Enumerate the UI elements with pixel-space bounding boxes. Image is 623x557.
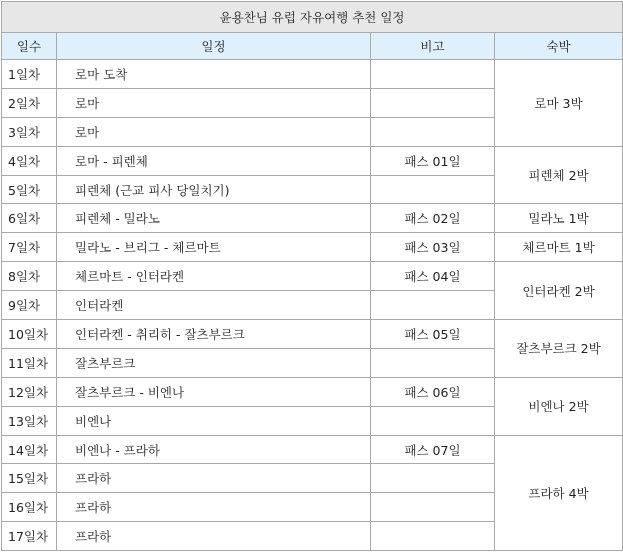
- title-row: [2, 2, 623, 33]
- note-cell: [371, 348, 495, 377]
- day-cell: 17일차: [2, 522, 57, 551]
- day-cell: 14일차: [2, 435, 57, 464]
- note-cell: 패스 01일: [371, 146, 495, 175]
- note-cell: 패스 04일: [371, 262, 495, 291]
- day-cell: 3일차: [2, 117, 57, 146]
- plan-cell: 로마 - 피렌체: [57, 146, 371, 175]
- plan-cell: 로마: [57, 88, 371, 117]
- header-note: 비고: [371, 33, 495, 60]
- table-row: [2, 377, 623, 406]
- plan-cell: 피렌체 (근교 피사 당일치기): [57, 175, 371, 204]
- note-cell: [371, 117, 495, 146]
- day-cell: 13일차: [2, 406, 57, 435]
- table-row: [2, 60, 623, 89]
- plan-cell: 프라하: [57, 493, 371, 522]
- day-cell: 9일차: [2, 291, 57, 320]
- day-cell: 4일차: [2, 146, 57, 175]
- stay-cell: 잘츠부르크 2박: [495, 320, 623, 378]
- day-cell: 1일차: [2, 60, 57, 89]
- plan-cell: 비엔나 - 프라하: [57, 435, 371, 464]
- itinerary-table: [1, 1, 623, 551]
- day-cell: 6일차: [2, 204, 57, 233]
- table-row: [2, 262, 623, 291]
- note-cell: [371, 175, 495, 204]
- note-cell: [371, 291, 495, 320]
- day-cell: 11일차: [2, 348, 57, 377]
- header-plan: 일정: [57, 33, 371, 60]
- table-title: 윤용찬님 유럽 자유여행 추천 일정: [2, 2, 623, 33]
- note-cell: 패스 07일: [371, 435, 495, 464]
- note-cell: [371, 406, 495, 435]
- stay-cell: 비엔나 2박: [495, 377, 623, 435]
- plan-cell: 인터라켄 - 취리히 - 잘츠부르크: [57, 320, 371, 349]
- table-row: [2, 320, 623, 349]
- plan-cell: 비엔나: [57, 406, 371, 435]
- day-cell: 10일차: [2, 320, 57, 349]
- plan-cell: 인터라켄: [57, 291, 371, 320]
- stay-cell: 피렌체 2박: [495, 146, 623, 204]
- day-cell: 5일차: [2, 175, 57, 204]
- stay-cell: 밀라노 1박: [495, 204, 623, 233]
- plan-cell: 프라하: [57, 464, 371, 493]
- note-cell: 패스 02일: [371, 204, 495, 233]
- plan-cell: 잘츠부르크: [57, 348, 371, 377]
- note-cell: 패스 03일: [371, 233, 495, 262]
- note-cell: [371, 88, 495, 117]
- stay-cell: 인터라켄 2박: [495, 262, 623, 320]
- header-row: [2, 33, 623, 60]
- plan-cell: 프라하: [57, 522, 371, 551]
- day-cell: 12일차: [2, 377, 57, 406]
- note-cell: 패스 05일: [371, 320, 495, 349]
- note-cell: [371, 464, 495, 493]
- note-cell: [371, 493, 495, 522]
- day-cell: 15일차: [2, 464, 57, 493]
- stay-cell: 프라하 4박: [495, 435, 623, 551]
- plan-cell: 로마: [57, 117, 371, 146]
- note-cell: [371, 522, 495, 551]
- table-row: [2, 233, 623, 262]
- plan-cell: 체르마트 - 인터라켄: [57, 262, 371, 291]
- header-day: 일수: [2, 33, 57, 60]
- plan-cell: 밀라노 - 브리그 - 체르마트: [57, 233, 371, 262]
- day-cell: 16일차: [2, 493, 57, 522]
- plan-cell: 피렌체 - 밀라노: [57, 204, 371, 233]
- note-cell: [371, 60, 495, 89]
- day-cell: 7일차: [2, 233, 57, 262]
- note-cell: 패스 06일: [371, 377, 495, 406]
- day-cell: 8일차: [2, 262, 57, 291]
- header-stay: 숙박: [495, 33, 623, 60]
- plan-cell: 로마 도착: [57, 60, 371, 89]
- table-row: [2, 146, 623, 175]
- day-cell: 2일차: [2, 88, 57, 117]
- stay-cell: 체르마트 1박: [495, 233, 623, 262]
- stay-cell: 로마 3박: [495, 60, 623, 147]
- plan-cell: 잘츠부르크 - 비엔나: [57, 377, 371, 406]
- table-row: [2, 435, 623, 464]
- table-row: [2, 204, 623, 233]
